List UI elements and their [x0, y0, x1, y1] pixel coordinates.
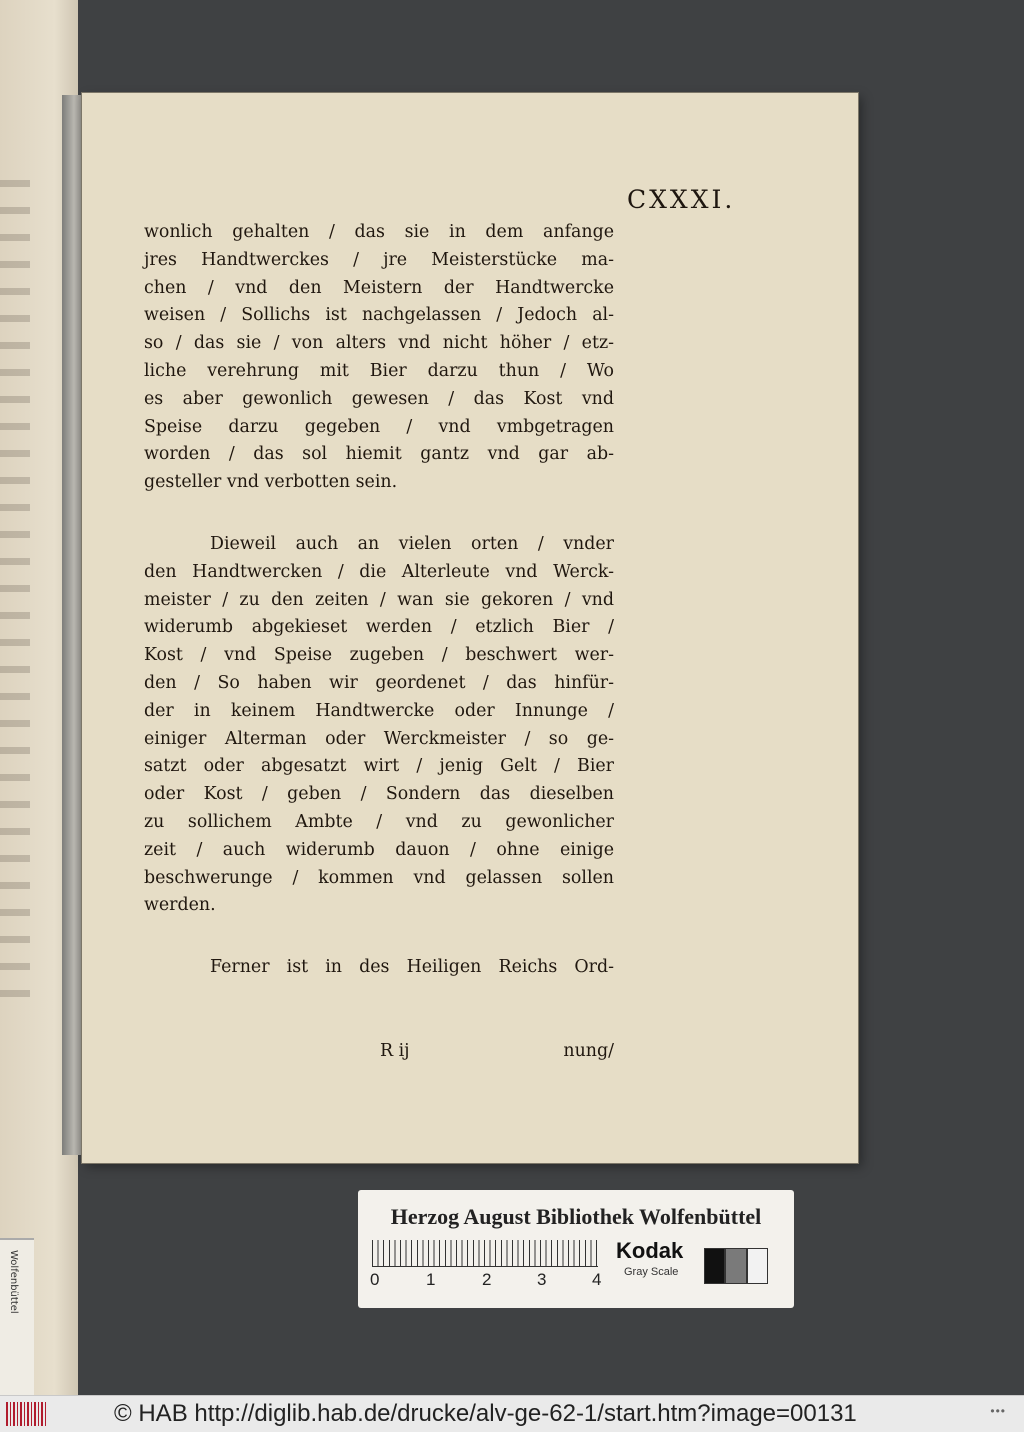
- text-line: Speise darzu gegeben / vnd vmbgetragen: [144, 416, 614, 437]
- paragraph-2: [144, 531, 614, 920]
- ruler-number: 0: [370, 1270, 380, 1289]
- text-line: der in keinem Handtwercke oder Innunge /: [144, 700, 614, 721]
- ruler-number: 4: [592, 1270, 602, 1289]
- paragraph-3: Ferner ist in des Heiligen Reichs Ord-: [210, 957, 614, 978]
- text-line: werden.: [144, 895, 216, 916]
- library-name: Herzog August Bibliothek Wolfenbüttel: [390, 1204, 762, 1229]
- kodak-brand: Kodak: [616, 1238, 684, 1263]
- text-line: wonlich gehalten / das sie in dem anfange: [144, 222, 614, 242]
- footer-bar: [0, 1395, 1024, 1432]
- text-line: jres Handtwerckes / jre Meisterstücke ma-: [144, 249, 614, 270]
- shelf-label-text: Wolfenbüttel: [8, 1250, 19, 1314]
- text-line: oder Kost / geben / Sondern das dieselben: [144, 784, 614, 805]
- more-icon[interactable]: •••: [990, 1404, 1006, 1418]
- text-line: Kost / vnd Speise zugeben / beschwert wer-: [144, 645, 614, 666]
- text-line: Dieweil auch an vielen orten / vnder: [210, 533, 614, 554]
- hab-logo-icon: [6, 1402, 46, 1426]
- book-page: [82, 93, 858, 1163]
- facing-page-text-edge: [0, 180, 30, 1000]
- text-line: worden / das sol hiemit gantz vnd gar ab-: [144, 444, 614, 465]
- signature-mark: R ij: [380, 1041, 410, 1061]
- shelf-label: [0, 1238, 34, 1395]
- text-line: den / So haben wir geordenet / das hinfür-: [144, 672, 614, 693]
- ruler-number: 3: [537, 1270, 547, 1289]
- copyright-url[interactable]: © HAB http://diglib.hab.de/drucke/alv-ge-62-1/start.htm?image=00131: [114, 1400, 857, 1427]
- text-line: es aber gewonlich gewesen / das Kost vnd: [144, 388, 614, 409]
- text-line: weisen / Sollichs ist nachgelassen / Jedoch al-: [144, 305, 614, 326]
- text-line: zeit / auch widerumb dauon / ohne einige: [144, 839, 614, 860]
- scale-ruler: [372, 1240, 598, 1267]
- ruler-number: 1: [426, 1270, 436, 1289]
- ruler-numbers: [366, 1270, 606, 1292]
- page-text: [144, 219, 614, 982]
- text-line: so / das sie / von alters vnd nicht höher / etz-: [144, 333, 614, 354]
- text-line: den Handtwercken / die Alterleute vnd Werck-: [144, 561, 614, 582]
- text-line: zu sollichem Ambte / vnd zu gewonlicher: [144, 811, 614, 832]
- gray-swatches: [704, 1248, 768, 1284]
- paragraph-gap: [144, 920, 614, 954]
- swatch-black: [704, 1248, 725, 1284]
- gray-scale-label: Gray Scale: [624, 1266, 679, 1278]
- color-calibration-card: [358, 1190, 794, 1308]
- catchword: nung/: [563, 1041, 614, 1061]
- paragraph-gap: [144, 497, 614, 531]
- ruler-number: 2: [482, 1270, 492, 1289]
- text-line: einiger Alterman oder Werckmeister / so ge-: [144, 728, 614, 749]
- text-line: satzt oder abgesatzt wirt / jenig Gelt / Bier: [144, 756, 614, 777]
- text-line: meister / zu den zeiten / wan sie gekoren / vnd: [144, 589, 614, 610]
- book-spine-edge: [62, 95, 82, 1155]
- folio-number: CXXXI.: [627, 185, 736, 214]
- swatch-gray: [725, 1248, 746, 1284]
- text-line: chen / vnd den Meistern der Handtwercke: [144, 277, 614, 298]
- text-line: gesteller vnd verbotten sein.: [144, 472, 398, 493]
- swatch-white: [747, 1248, 768, 1284]
- text-line: widerumb abgekieset werden / etzlich Bier /: [144, 617, 614, 638]
- text-line: beschwerunge / kommen vnd gelassen sollen: [144, 867, 614, 888]
- text-line: liche verehrung mit Bier darzu thun / Wo: [144, 360, 614, 381]
- paragraph-1: [144, 219, 614, 497]
